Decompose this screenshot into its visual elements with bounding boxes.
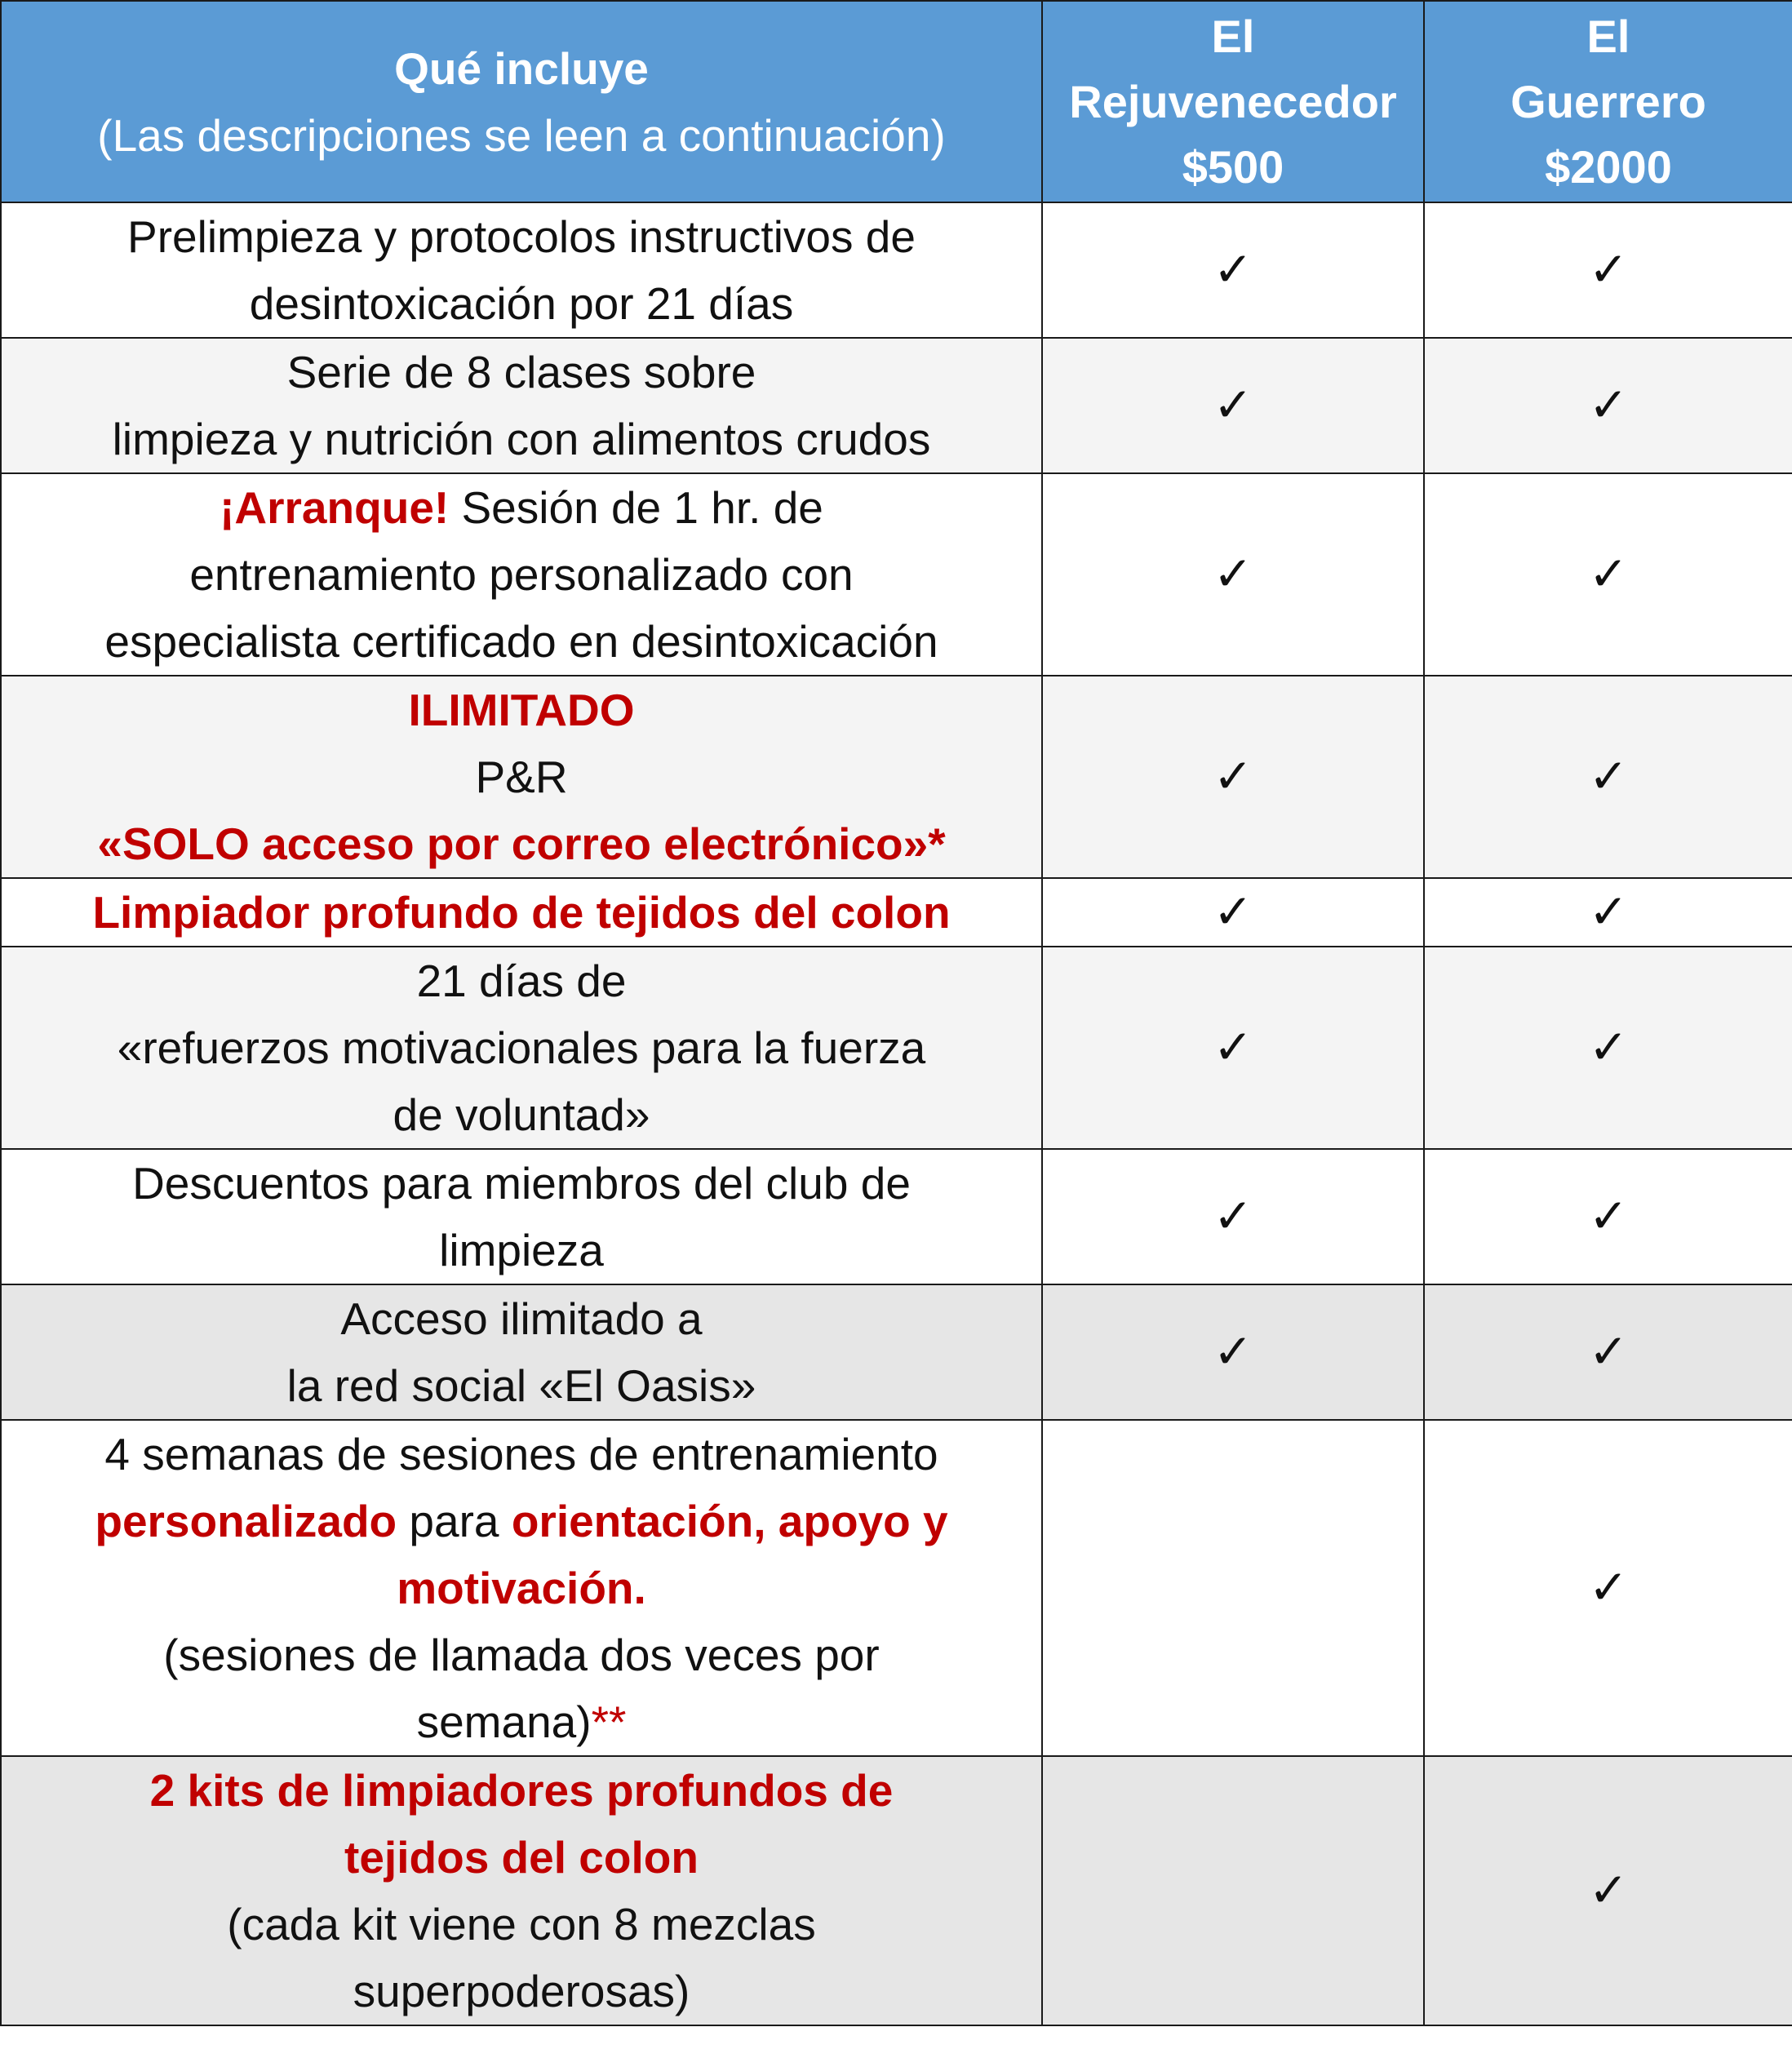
feature-text: P&R bbox=[475, 752, 568, 802]
plan-guerrero-price: $2000 bbox=[1545, 140, 1672, 193]
feature-text: 21 días de bbox=[416, 956, 627, 1006]
feature-text: Serie de 8 clases sobre bbox=[286, 347, 756, 397]
feature-text-part: Sesión de 1 hr. de bbox=[449, 482, 823, 533]
feature-text: Prelimpieza y protocolos instructivos de bbox=[127, 211, 916, 262]
table-row bbox=[1, 947, 1792, 1149]
feature-text: de voluntad» bbox=[393, 1089, 650, 1140]
feature-text: «refuerzos motivacionales para la fuerza bbox=[117, 1022, 926, 1073]
table-row bbox=[1, 338, 1792, 473]
feature-cell bbox=[1, 338, 1042, 473]
check-icon: ✓ bbox=[1213, 243, 1253, 296]
feature-text bbox=[10, 1688, 1033, 1755]
plan-rejuvenecedor-price: $500 bbox=[1182, 140, 1284, 193]
plan1-cell bbox=[1042, 1756, 1424, 2025]
check-icon: ✓ bbox=[1588, 1325, 1629, 1378]
feature-text: especialista certificado en desintoxicación bbox=[104, 616, 938, 667]
feature-cell bbox=[1, 1756, 1042, 2025]
plan-rejuvenecedor-article: El bbox=[1211, 10, 1255, 62]
feature-cell bbox=[1, 202, 1042, 338]
check-icon: ✓ bbox=[1588, 1021, 1629, 1074]
plan2-cell bbox=[1424, 473, 1792, 676]
plan1-cell bbox=[1042, 1149, 1424, 1284]
feature-text: 4 semanas de sesiones de entrenamiento bbox=[104, 1429, 938, 1479]
feature-highlight: «SOLO acceso por correo electrónico»* bbox=[97, 818, 946, 869]
plan1-cell bbox=[1042, 878, 1424, 947]
feature-highlight: personalizado bbox=[95, 1496, 397, 1546]
check-icon: ✓ bbox=[1588, 243, 1629, 296]
plan1-cell bbox=[1042, 676, 1424, 878]
header-features-subtitle: (Las descripciones se leen a continuación) bbox=[97, 109, 946, 161]
check-icon: ✓ bbox=[1213, 750, 1253, 803]
check-icon: ✓ bbox=[1213, 379, 1253, 432]
header-plan-guerrero bbox=[1424, 1, 1792, 202]
feature-text-part: semana) bbox=[416, 1697, 592, 1747]
plan2-cell bbox=[1424, 878, 1792, 947]
check-icon: ✓ bbox=[1588, 548, 1629, 601]
check-icon: ✓ bbox=[1213, 1190, 1253, 1243]
table-row bbox=[1, 878, 1792, 947]
plan1-cell bbox=[1042, 1284, 1424, 1420]
feature-text bbox=[10, 474, 1033, 541]
feature-text: limpieza bbox=[439, 1225, 604, 1275]
plan2-cell bbox=[1424, 1420, 1792, 1756]
feature-cell bbox=[1, 878, 1042, 947]
plan2-cell bbox=[1424, 338, 1792, 473]
feature-text-part: para bbox=[397, 1496, 512, 1546]
table-row bbox=[1, 1756, 1792, 2025]
feature-cell bbox=[1, 676, 1042, 878]
feature-highlight: Limpiador profundo de tejidos del colon bbox=[92, 887, 951, 938]
check-icon: ✓ bbox=[1588, 1561, 1629, 1614]
feature-text: superpoderosas) bbox=[353, 1966, 690, 2016]
plan1-cell bbox=[1042, 202, 1424, 338]
feature-cell bbox=[1, 947, 1042, 1149]
feature-text: Descuentos para miembros del club de bbox=[132, 1158, 911, 1209]
feature-cell bbox=[1, 473, 1042, 676]
feature-text: desintoxicación por 21 días bbox=[249, 278, 794, 329]
feature-highlight: orientación, apoyo y bbox=[511, 1496, 948, 1546]
header-plan-rejuvenecedor bbox=[1042, 1, 1424, 202]
plan2-cell bbox=[1424, 1284, 1792, 1420]
feature-highlight: ILIMITADO bbox=[408, 685, 635, 735]
feature-text: entrenamiento personalizado con bbox=[189, 549, 854, 600]
feature-highlight: 2 kits de limpiadores profundos de bbox=[149, 1765, 894, 1816]
footnote-marker: ** bbox=[591, 1697, 627, 1747]
check-icon: ✓ bbox=[1588, 1190, 1629, 1243]
feature-text: limpieza y nutrición con alimentos crudos bbox=[112, 414, 931, 464]
check-icon: ✓ bbox=[1213, 1021, 1253, 1074]
header-row bbox=[1, 1, 1792, 202]
feature-text: la red social «El Oasis» bbox=[286, 1360, 756, 1411]
plan2-cell bbox=[1424, 947, 1792, 1149]
feature-text bbox=[10, 1488, 1033, 1555]
feature-text: (sesiones de llamada dos veces por bbox=[163, 1630, 880, 1680]
plan1-cell bbox=[1042, 338, 1424, 473]
check-icon: ✓ bbox=[1588, 1864, 1629, 1917]
check-icon: ✓ bbox=[1588, 750, 1629, 803]
header-features bbox=[1, 1, 1042, 202]
feature-text: (cada kit viene con 8 mezclas bbox=[227, 1899, 816, 1949]
table-row bbox=[1, 202, 1792, 338]
check-icon: ✓ bbox=[1213, 548, 1253, 601]
plan2-cell bbox=[1424, 676, 1792, 878]
plan2-cell bbox=[1424, 1756, 1792, 2025]
table-row bbox=[1, 1420, 1792, 1756]
feature-text: Acceso ilimitado a bbox=[340, 1293, 703, 1344]
plan1-cell bbox=[1042, 1420, 1424, 1756]
feature-highlight: tejidos del colon bbox=[344, 1832, 699, 1883]
check-icon: ✓ bbox=[1213, 885, 1253, 938]
table-row bbox=[1, 1149, 1792, 1284]
plan-rejuvenecedor-name: Rejuvenecedor bbox=[1069, 75, 1397, 127]
plan2-cell bbox=[1424, 1149, 1792, 1284]
plan-guerrero-name: Guerrero bbox=[1510, 75, 1706, 127]
check-icon: ✓ bbox=[1588, 885, 1629, 938]
check-icon: ✓ bbox=[1213, 1325, 1253, 1378]
check-icon: ✓ bbox=[1588, 379, 1629, 432]
plan1-cell bbox=[1042, 473, 1424, 676]
feature-highlight: ¡Arranque! bbox=[220, 482, 450, 533]
table-row bbox=[1, 1284, 1792, 1420]
table-row bbox=[1, 473, 1792, 676]
feature-cell bbox=[1, 1149, 1042, 1284]
header-features-title: Qué incluye bbox=[394, 42, 649, 94]
feature-cell bbox=[1, 1420, 1042, 1756]
feature-highlight: motivación. bbox=[397, 1563, 646, 1613]
plan-guerrero-article: El bbox=[1586, 10, 1630, 62]
feature-cell bbox=[1, 1284, 1042, 1420]
plan2-cell bbox=[1424, 202, 1792, 338]
plan1-cell bbox=[1042, 947, 1424, 1149]
table-row bbox=[1, 676, 1792, 878]
